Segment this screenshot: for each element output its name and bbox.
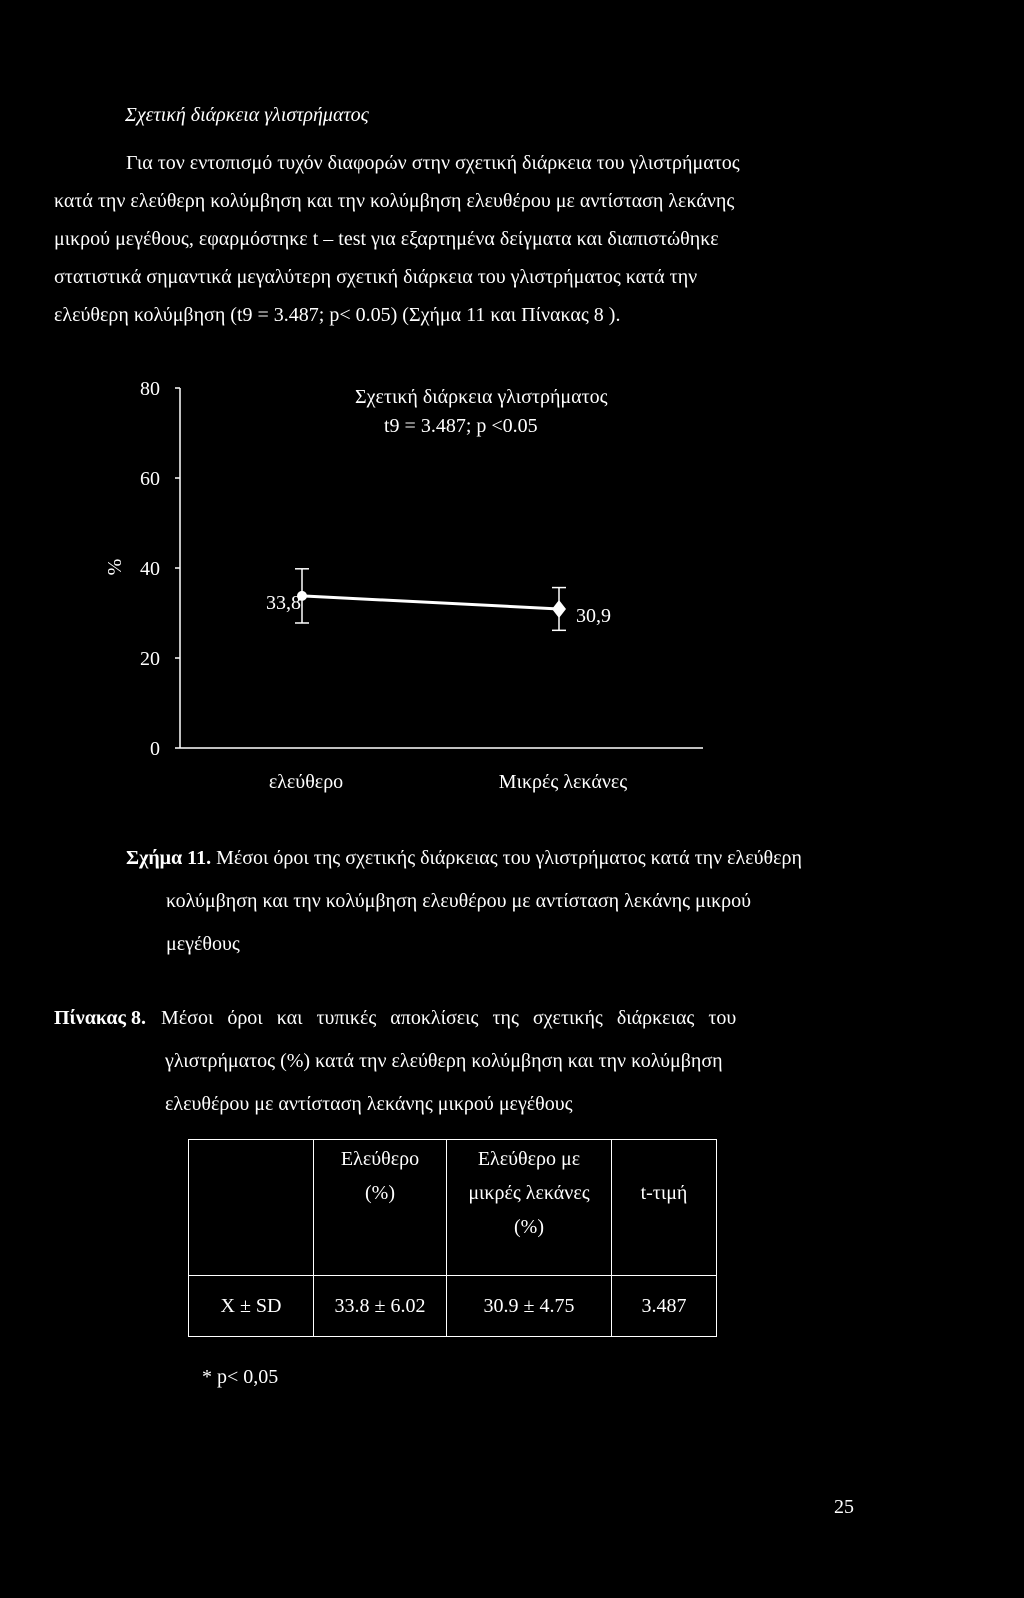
table-header-cell bbox=[189, 1140, 314, 1276]
y-tick-label: 0 bbox=[150, 738, 160, 760]
table-header-cell bbox=[314, 1140, 447, 1276]
table-caption bbox=[54, 997, 736, 1126]
y-axis-label: % bbox=[104, 558, 126, 576]
table-header-text: (%) bbox=[514, 1216, 544, 1238]
table-header-row bbox=[189, 1140, 717, 1276]
table-header-text: t-τιμή bbox=[640, 1182, 688, 1204]
body-paragraph bbox=[54, 144, 914, 334]
x-category-label: ελεύθερο bbox=[268, 771, 344, 793]
table-caption-line: Μέσοι όροι και τυπικές αποκλίσεις της σχετικής διάρκειας του bbox=[160, 1007, 737, 1029]
y-tick-label: 20 bbox=[140, 648, 160, 670]
table-caption-line: ελευθέρου με αντίσταση λεκάνης μικρού μεγέθους bbox=[165, 1093, 573, 1115]
data-label: 30,9 bbox=[576, 604, 611, 627]
paragraph-line: στατιστικά σημαντικά μεγαλύτερη σχετική διάρκεια του γλιστρήματος κατά την bbox=[54, 266, 698, 288]
table-header-text: Ελεύθερο με bbox=[477, 1148, 581, 1170]
paragraph-line: κατά την ελεύθερη κολύμβηση και την κολύμβηση ελευθέρου με αντίσταση λεκάνης bbox=[54, 190, 735, 212]
figure-caption-line: μεγέθους bbox=[166, 933, 240, 955]
page-number: 25 bbox=[834, 1496, 854, 1518]
table-cell: X ± SD bbox=[189, 1276, 314, 1337]
x-category-label: Μικρές λεκάνες bbox=[498, 771, 628, 793]
table-header-text: Ελεύθερο bbox=[340, 1148, 420, 1170]
table-cell: 33.8 ± 6.02 bbox=[314, 1276, 447, 1337]
figure-caption-line: Μέσοι όροι της σχετικής διάρκειας του γλιστρήματος κατά την ελεύθερη bbox=[216, 847, 802, 869]
section-heading: Σχετική διάρκεια γλιστρήματος bbox=[125, 104, 369, 126]
y-tick-label: 80 bbox=[140, 378, 160, 400]
line-chart bbox=[0, 370, 1024, 830]
table-header-text: μικρές λεκάνες bbox=[468, 1182, 590, 1204]
figure-caption bbox=[126, 837, 802, 966]
paragraph-line: μικρού μεγέθους, εφαρμόστηκε t – test για εξαρτημένα δείγματα και διαπιστώθηκε bbox=[54, 228, 719, 250]
chart-title: Σχετική διάρκεια γλιστρήματος bbox=[355, 386, 608, 408]
y-tick-label: 60 bbox=[140, 468, 160, 490]
paragraph-line: Για τον εντοπισμό τυχόν διαφορών στην σχετική διάρκεια του γλιστρήματος bbox=[126, 152, 740, 174]
chart-subtitle: t9 = 3.487; p <0.05 bbox=[384, 415, 538, 437]
table-header-text: (%) bbox=[365, 1182, 395, 1204]
table-cell: 3.487 bbox=[612, 1276, 717, 1337]
table-caption-line: γλιστρήματος (%) κατά την ελεύθερη κολύμβηση και την κολύμβηση bbox=[165, 1050, 723, 1072]
figure-caption-line: κολύμβηση και την κολύμβηση ελευθέρου με αντίσταση λεκάνης μικρού bbox=[166, 890, 752, 912]
table-header-text bbox=[612, 1142, 716, 1176]
footnote: * p< 0,05 bbox=[202, 1366, 279, 1388]
table-row bbox=[189, 1276, 717, 1337]
table-caption-label: Πίνακας 8. bbox=[54, 1007, 146, 1029]
figure-caption-label: Σχήμα 11. bbox=[126, 847, 212, 869]
data-label: 33,8 bbox=[266, 591, 301, 614]
data-point-marker bbox=[552, 600, 566, 618]
paragraph-line: ελεύθερη κολύμβηση (t9 = 3.487; p< 0.05) (Σχήμα 11 και Πίνακας 8 ). bbox=[54, 304, 621, 326]
table-header-cell bbox=[447, 1140, 612, 1276]
table-header-cell bbox=[612, 1140, 717, 1276]
table-cell: 30.9 ± 4.75 bbox=[447, 1276, 612, 1337]
stats-table bbox=[188, 1139, 717, 1337]
y-tick-label: 40 bbox=[140, 558, 160, 580]
series-line bbox=[302, 596, 559, 609]
